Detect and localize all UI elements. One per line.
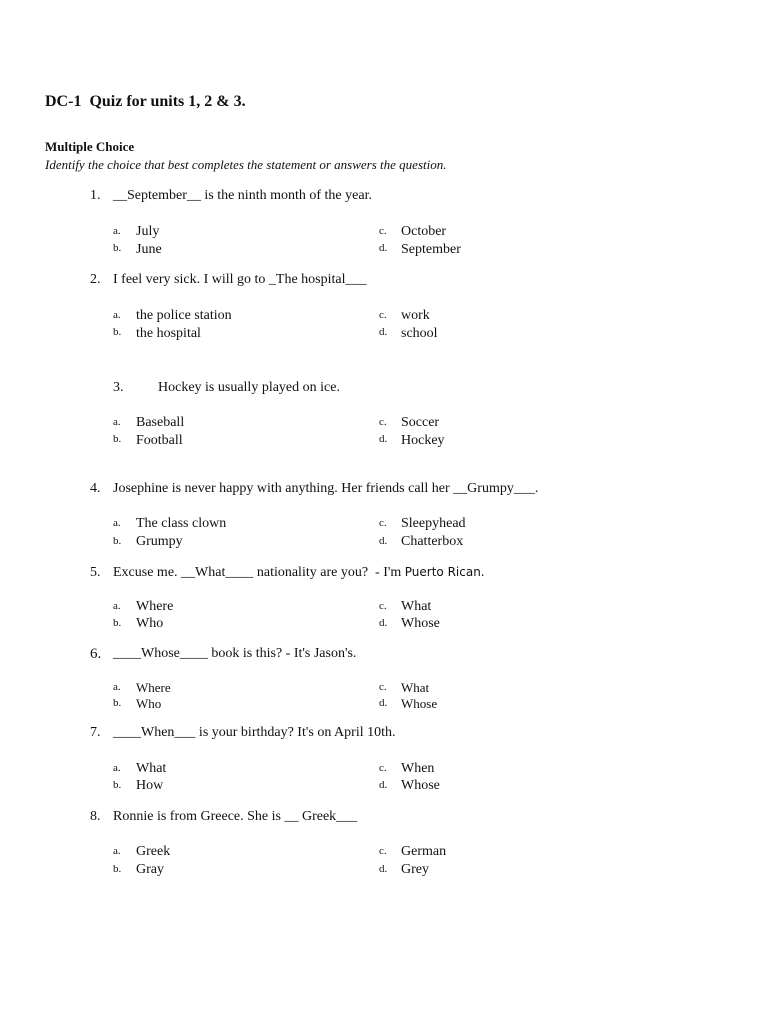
- option-text: June: [136, 242, 162, 257]
- option-letter: a.: [113, 681, 121, 693]
- question-number: 1.: [90, 188, 101, 203]
- question-number: 2.: [90, 272, 101, 287]
- option-letter: b.: [113, 697, 122, 709]
- question-text-main: Excuse me. __What____ nationality are you? - I'm: [113, 565, 405, 580]
- option-text: Hockey: [401, 433, 445, 448]
- option-letter: d.: [379, 863, 388, 875]
- section-title: Multiple Choice: [45, 139, 135, 154]
- option-text: Grumpy: [136, 534, 183, 549]
- option-letter: b.: [113, 433, 122, 445]
- question-number: 4.: [90, 481, 101, 496]
- option-text: German: [401, 844, 447, 859]
- option-letter: d.: [379, 242, 388, 254]
- option-letter: b.: [113, 535, 122, 547]
- option-text: the police station: [136, 308, 232, 323]
- option-letter: c.: [379, 416, 387, 428]
- option-text: Chatterbox: [401, 534, 464, 549]
- option-letter: c.: [379, 600, 387, 612]
- option-text: Who: [136, 616, 164, 631]
- option-letter: d.: [379, 326, 388, 338]
- option-letter: b.: [113, 326, 122, 338]
- question-number: 6.: [90, 646, 102, 662]
- option-letter: c.: [379, 517, 387, 529]
- option-text: The class clown: [136, 516, 227, 531]
- question-number: 8.: [90, 809, 101, 824]
- option-text: Who: [136, 696, 162, 711]
- option-text: September: [401, 242, 461, 257]
- option-letter: d.: [379, 433, 388, 445]
- option-text: When: [401, 761, 435, 776]
- question-text: ____When___ is your birthday? It's on April 10th.: [113, 725, 396, 740]
- option-letter: b.: [113, 617, 122, 629]
- option-letter: a.: [113, 600, 121, 612]
- option-text: October: [401, 224, 447, 239]
- question-text: Hockey is usually played on ice.: [158, 380, 340, 395]
- option-letter: b.: [113, 779, 122, 791]
- option-text: work: [401, 308, 430, 323]
- option-letter: d.: [379, 617, 388, 629]
- option-letter: a.: [113, 762, 121, 774]
- option-letter: a.: [113, 416, 121, 428]
- option-text: Whose: [401, 696, 438, 711]
- option-text: Grey: [401, 862, 429, 877]
- option-letter: a.: [113, 309, 121, 321]
- option-text: Soccer: [401, 415, 440, 430]
- option-text: Greek: [136, 844, 171, 859]
- option-letter: d.: [379, 697, 388, 709]
- option-text: Football: [136, 433, 183, 448]
- question-text: ____Whose____ book is this? - It's Jason's.: [113, 646, 357, 661]
- option-letter: c.: [379, 762, 387, 774]
- option-letter: a.: [113, 517, 121, 529]
- option-letter: c.: [379, 225, 387, 237]
- question-text: Ronnie is from Greece. She is __ Greek___: [113, 809, 358, 824]
- option-text: Whose: [401, 778, 440, 793]
- option-letter: b.: [113, 242, 122, 254]
- question-text: Josephine is never happy with anything. Her friends call her __Grumpy___.: [113, 481, 539, 496]
- option-text: How: [136, 778, 164, 793]
- quiz-title: DC-1 Quiz for units 1, 2 & 3.: [45, 93, 246, 110]
- option-text: Sleepyhead: [401, 516, 466, 531]
- option-text: Gray: [136, 862, 164, 877]
- option-text: What: [401, 599, 432, 614]
- option-letter: a.: [113, 225, 121, 237]
- question-number: 3.: [113, 380, 124, 395]
- question-text-answer: Puerto Rican.: [404, 565, 485, 579]
- question-number: 5.: [90, 565, 101, 580]
- question-number: 7.: [90, 725, 101, 740]
- option-text: the hospital: [136, 326, 201, 341]
- question-text: [113, 565, 485, 581]
- option-text: Where: [136, 599, 174, 614]
- question-text: I feel very sick. I will go to _The hospital___: [113, 272, 367, 287]
- option-letter: b.: [113, 863, 122, 875]
- option-letter: d.: [379, 779, 388, 791]
- option-letter: c.: [379, 845, 387, 857]
- option-letter: c.: [379, 309, 387, 321]
- option-text: What: [136, 761, 167, 776]
- option-text: July: [136, 224, 160, 239]
- option-letter: c.: [379, 681, 387, 693]
- option-text: Whose: [401, 616, 440, 631]
- option-letter: a.: [113, 845, 121, 857]
- option-letter: d.: [379, 535, 388, 547]
- option-text: school: [401, 326, 438, 341]
- instructions: Identify the choice that best completes the statement or answers the question.: [45, 157, 447, 172]
- option-text: Where: [136, 680, 171, 695]
- option-text: What: [401, 680, 430, 695]
- question-text: __September__ is the ninth month of the year.: [113, 188, 372, 203]
- option-text: Baseball: [136, 415, 185, 430]
